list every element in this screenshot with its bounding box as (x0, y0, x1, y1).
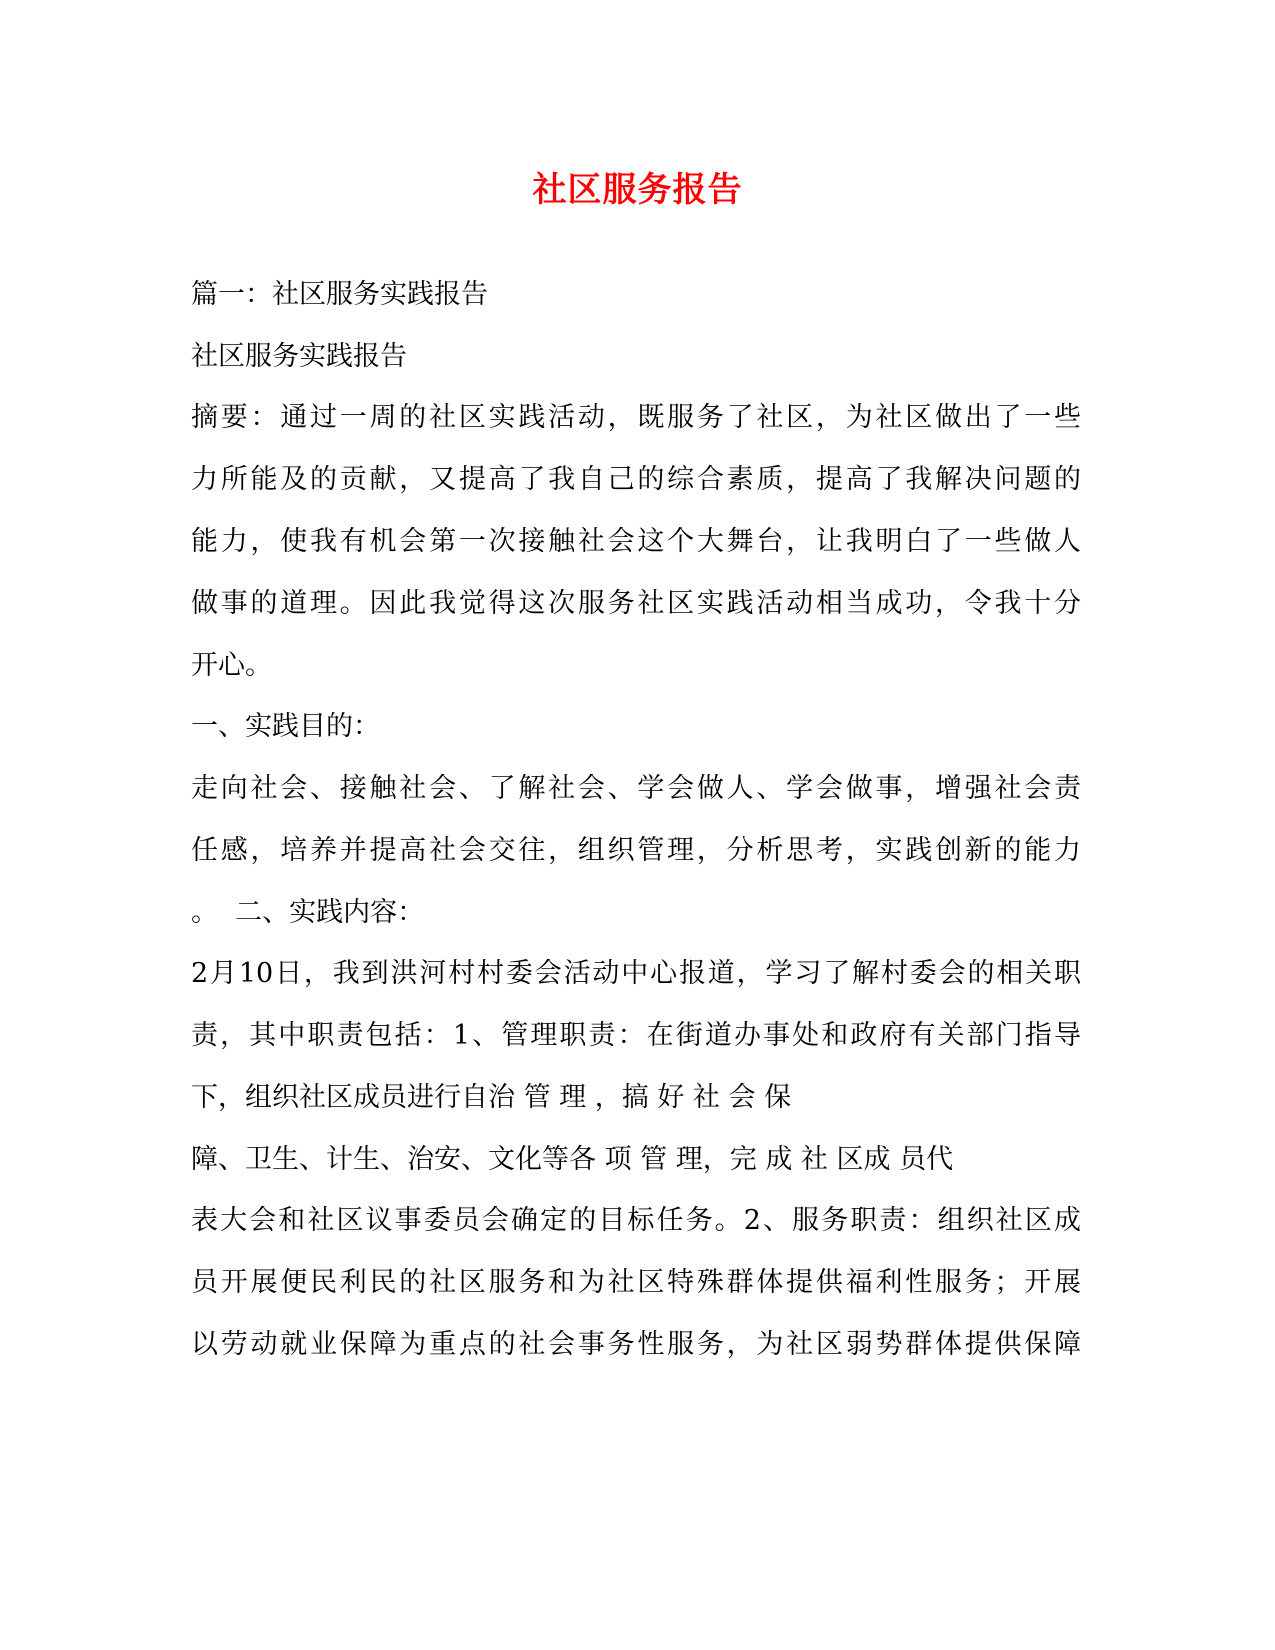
text-line: 做事的道理。因此我觉得这次服务社区实践活动相当成功，令我十分 (191, 588, 1081, 619)
text-line: 障、卫生、计生、治安、文化等各 项 管 理，完 成 社 区成 员代 (191, 1144, 954, 1175)
text-line: 社区服务实践报告 (191, 341, 407, 372)
text-line: 以劳动就业保障为重点的社会事务性服务，为社区弱势群体提供保障 (191, 1329, 1081, 1360)
text-line: 。 二、实践内容： (191, 897, 425, 928)
text-line: 篇一：社区服务实践报告 (191, 279, 488, 310)
text-line: 摘要：通过一周的社区实践活动，既服务了社区，为社区做出了一些 (191, 402, 1081, 433)
document-title: 社区服务报告 (532, 170, 743, 210)
text-line: 下，组织社区成员进行自治 管 理 ，搞 好 社 会 保 (191, 1082, 792, 1113)
text-line: 表大会和社区议事委员会确定的目标任务。2、服务职责：组织社区成 (191, 1205, 1081, 1236)
text-line: 开心。 (191, 650, 272, 681)
text-line: 力所能及的贡献，又提高了我自己的综合素质，提高了我解决问题的 (191, 464, 1081, 495)
text-line: 任感，培养并提高社会交往，组织管理，分析思考，实践创新的能力 (191, 835, 1081, 866)
text-line: 能力，使我有机会第一次接触社会这个大舞台，让我明白了一些做人 (191, 526, 1081, 557)
text-line: 2月10日，我到洪河村村委会活动中心报道，学习了解村委会的相关职 (191, 958, 1081, 989)
text-line: 走向社会、接触社会、了解社会、学会做人、学会做事，增强社会责 (191, 773, 1081, 804)
text-line: 责，其中职责包括：1、管理职责：在街道办事处和政府有关部门指导 (191, 1020, 1081, 1051)
text-line: 员开展便民利民的社区服务和为社区特殊群体提供福利性服务；开展 (191, 1267, 1081, 1298)
text-line: 一、实践目的： (191, 711, 380, 742)
